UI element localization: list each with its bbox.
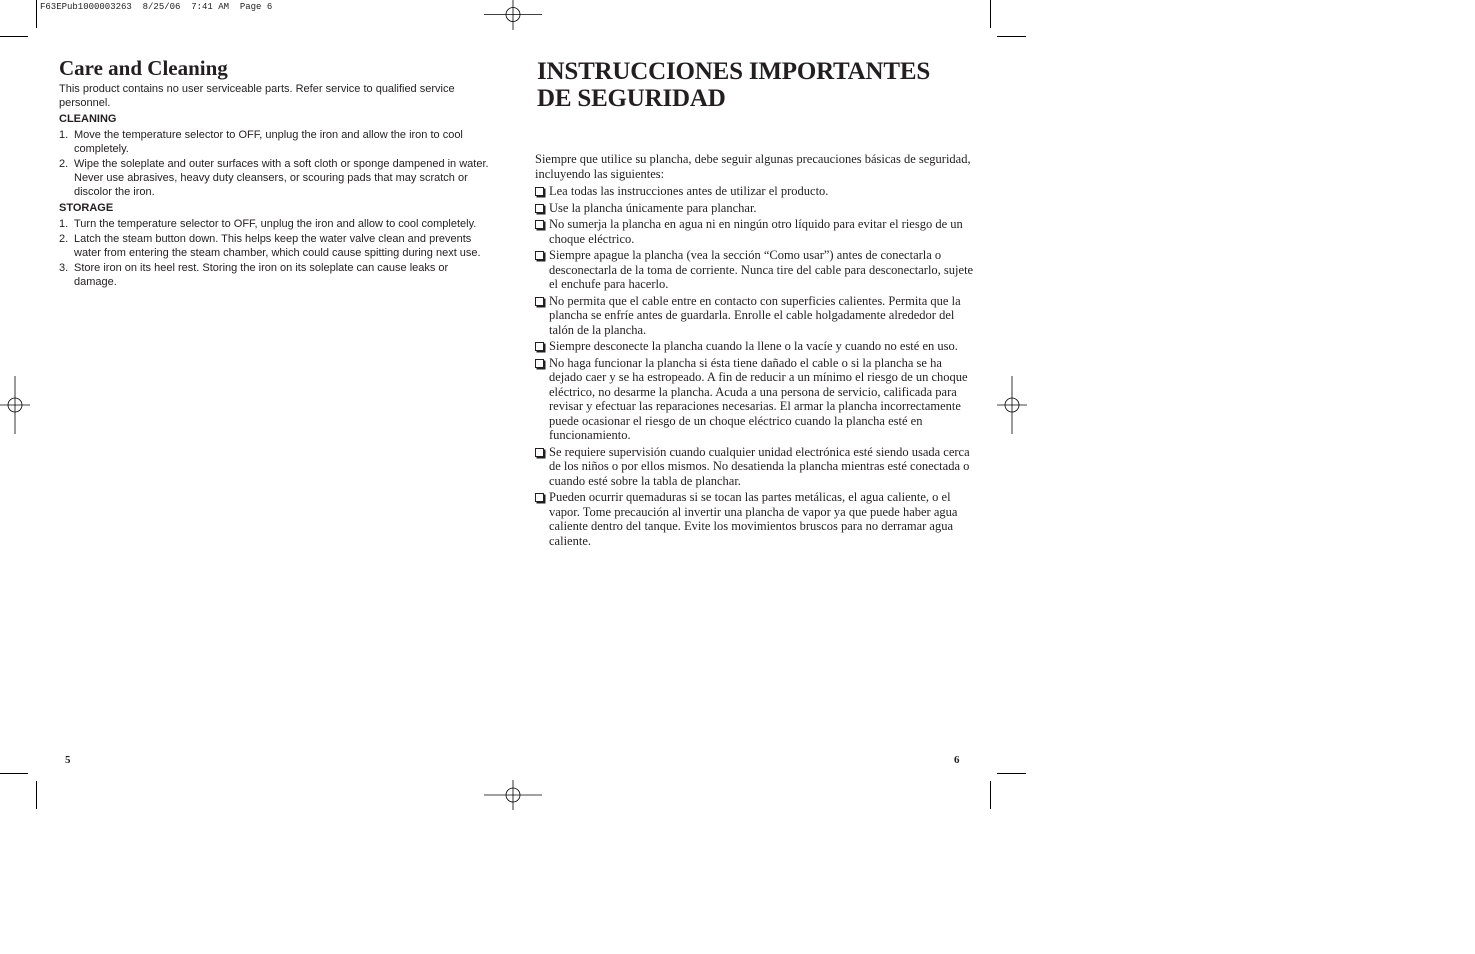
care-title: Care and Cleaning bbox=[59, 56, 228, 80]
step-text: Move the temperature selector to OFF, unplug the iron and allow the iron to cool completely. bbox=[74, 129, 463, 155]
checkbox-icon bbox=[535, 342, 544, 351]
care-intro: This product contains no user serviceable parts. Refer service to qualified service personnel. bbox=[59, 83, 455, 109]
list-item bbox=[535, 217, 977, 246]
cleaning-steps bbox=[59, 128, 494, 199]
list-item-text: No permita que el cable entre en contacto con superficies calientes. Permita que la plancha se enfríe antes de guardarla. Enrolle el cable holgadamente alrededor del talón de la plancha. bbox=[549, 293, 961, 337]
checkbox-icon bbox=[535, 297, 544, 306]
page-number-left: 5 bbox=[65, 754, 71, 766]
storage-step bbox=[59, 232, 494, 260]
safety-checklist bbox=[535, 184, 977, 548]
crop-mark-top-right-h bbox=[997, 36, 1026, 37]
step-text: Turn the temperature selector to OFF, unplug the iron and allow to cool completely. bbox=[74, 218, 477, 230]
cleaning-step bbox=[59, 157, 494, 199]
registration-mark-left bbox=[0, 376, 30, 434]
checkbox-icon bbox=[535, 204, 544, 213]
step-number: 3. bbox=[59, 262, 69, 274]
storage-steps bbox=[59, 217, 494, 289]
list-item bbox=[535, 294, 977, 338]
list-item-text: No sumerja la plancha en agua ni en ningún otro líquido para evitar el riesgo de un choque eléctrico. bbox=[549, 217, 963, 246]
step-text: Wipe the soleplate and outer surfaces with a soft cloth or sponge dampened in water. Never use abrasives, heavy duty cleansers, or scouring pads that may scratch or discolor the iron. bbox=[74, 158, 489, 198]
list-item bbox=[535, 248, 977, 292]
checkbox-icon bbox=[535, 359, 544, 368]
page-number-right: 6 bbox=[954, 754, 960, 766]
step-text: Latch the steam button down. This helps keep the water valve clean and prevents water from entering the steam chamber, which could cause spitting during next use. bbox=[74, 233, 481, 259]
crop-mark-top-right-v bbox=[990, 0, 991, 28]
crop-mark-bottom-left-h bbox=[0, 773, 28, 774]
step-number: 1. bbox=[59, 129, 69, 141]
checkbox-icon bbox=[535, 493, 544, 502]
list-item bbox=[535, 356, 977, 443]
checkbox-icon bbox=[535, 251, 544, 260]
list-item-text: Pueden ocurrir quemaduras si se tocan las partes metálicas, el agua caliente, o el vapor. Tome precaución al invertir una plancha de vapor ya que puede haber agua caliente dentro del tanque. Evite los movimientos bruscos para no derramar agua caliente. bbox=[549, 490, 958, 548]
printer-slug: F63EPub1000003263 8/25/06 7:41 AM Page 6 bbox=[40, 2, 273, 12]
safety-title bbox=[537, 58, 977, 112]
care-and-cleaning-section bbox=[59, 56, 494, 290]
step-number: 2. bbox=[59, 158, 69, 170]
storage-heading: STORAGE bbox=[59, 202, 114, 214]
list-item bbox=[535, 201, 977, 216]
crop-mark-bottom-right-h bbox=[997, 773, 1026, 774]
storage-step bbox=[59, 217, 494, 231]
crop-mark-bottom-right-v bbox=[990, 781, 991, 809]
step-number: 1. bbox=[59, 218, 69, 230]
cleaning-step bbox=[59, 128, 494, 156]
step-number: 2. bbox=[59, 233, 69, 245]
safety-title-line2: DE SEGURIDAD bbox=[537, 85, 726, 112]
list-item bbox=[535, 490, 977, 548]
safety-intro: Siempre que utilice su plancha, debe seguir algunas precauciones básicas de seguridad, incluyendo las siguientes: bbox=[535, 152, 971, 181]
checkbox-icon bbox=[535, 220, 544, 229]
cleaning-heading: CLEANING bbox=[59, 113, 117, 125]
list-item bbox=[535, 184, 977, 199]
safety-instructions-section bbox=[537, 58, 977, 550]
list-item-text: Lea todas las instrucciones antes de utilizar el producto. bbox=[549, 184, 829, 198]
checkbox-icon bbox=[535, 448, 544, 457]
registration-mark-top bbox=[484, 0, 542, 30]
list-item-text: Siempre apague la plancha (vea la sección “Como usar”) antes de conectarla o desconectarla de la toma de corriente. Nunca tire del cable para desconectarlo, sujete el enchufe para hacerlo. bbox=[549, 248, 974, 291]
list-item bbox=[535, 339, 977, 354]
list-item bbox=[535, 445, 977, 489]
crop-mark-top-left-v bbox=[36, 0, 37, 28]
safety-title-line1: INSTRUCCIONES IMPORTANTES bbox=[537, 58, 931, 85]
registration-mark-right bbox=[997, 376, 1027, 434]
list-item-text: Siempre desconecte la plancha cuando la llene o la vacíe y cuando no esté en uso. bbox=[549, 339, 958, 353]
step-text: Store iron on its heel rest. Storing the iron on its soleplate can cause leaks or damage. bbox=[74, 262, 449, 288]
list-item-text: Use la plancha únicamente para planchar. bbox=[549, 200, 757, 215]
storage-step bbox=[59, 261, 494, 289]
checkbox-icon bbox=[535, 187, 544, 196]
crop-mark-top-left-h bbox=[0, 36, 28, 37]
registration-mark-bottom bbox=[484, 780, 542, 810]
crop-mark-bottom-left-v bbox=[36, 781, 37, 809]
list-item-text: Se requiere supervisión cuando cualquier unidad electrónica esté siendo usada cerca de los niños o por ellos mismos. No desatienda la plancha mientras esté conectada o cuando esté sobre la tabla de planchar. bbox=[549, 444, 970, 488]
list-item-text: No haga funcionar la plancha si ésta tiene dañado el cable o si la plancha se ha dejado caer y se ha estropeado. A fin de reducir a un mínimo el riesgo de un choque eléctrico, no desarme la plancha. Acuda a una persona de servicio, calificada para revisar y efectuar las reparaciones necesarias. El armar la plancha incorrectamente puede ocasionar el riesgo de un choque eléctrico cuando la plancha esté en funcionamiento. bbox=[549, 355, 968, 442]
